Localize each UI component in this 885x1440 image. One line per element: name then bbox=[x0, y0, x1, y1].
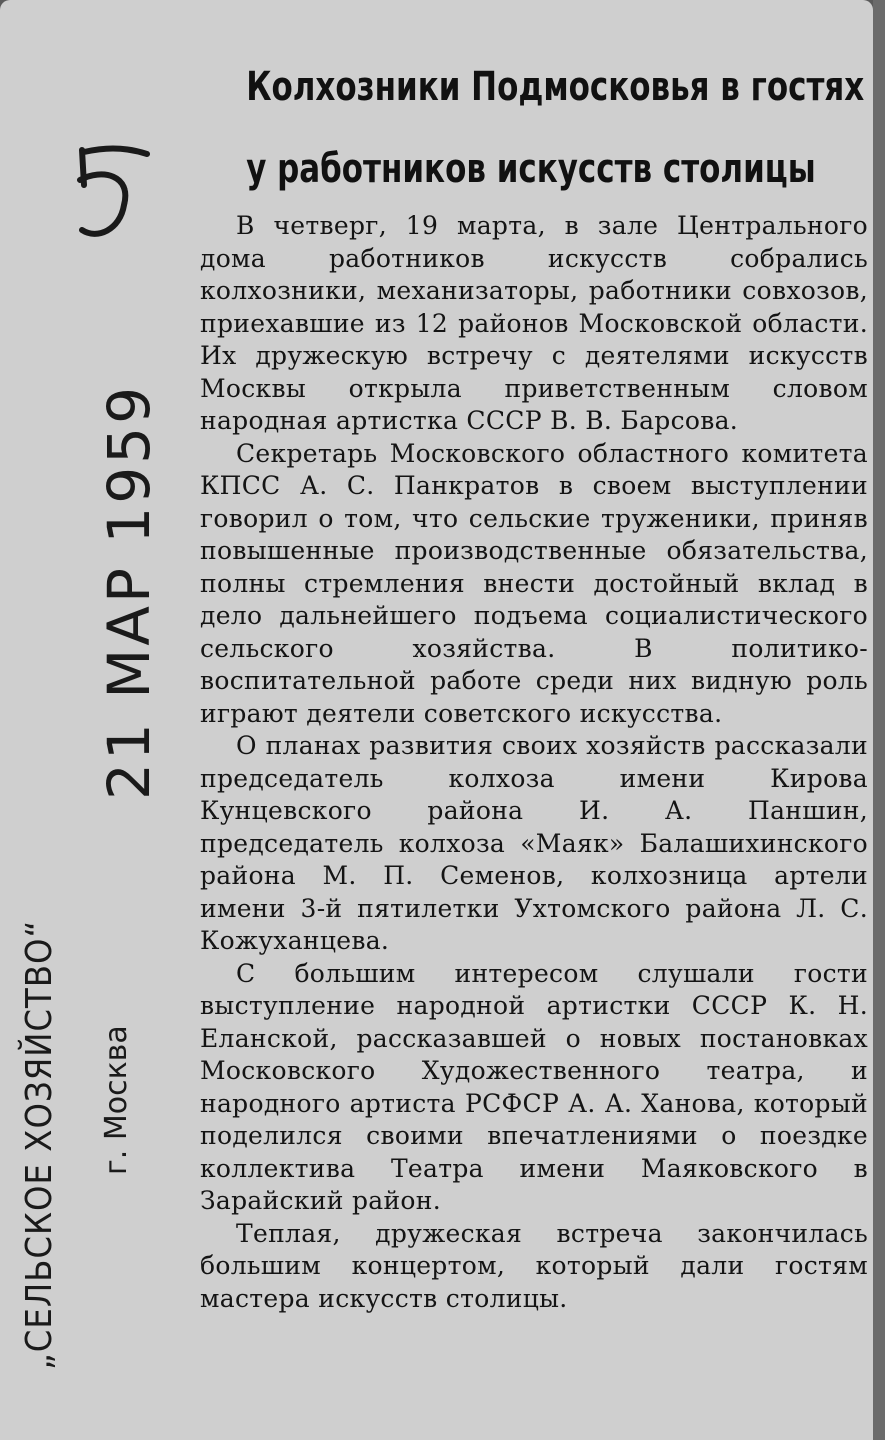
headline-line-1: Колхозники Подмосковья в гостях bbox=[246, 64, 865, 110]
stamp-newspaper-name: „СЕЛЬСКОЕ ХОЗЯЙСТВО“ bbox=[19, 919, 60, 1370]
article-paragraph: В четверг, 19 марта, в зале Центрального дома работников искусств собрались колхозники, механизаторы, работники совхозов, приехавшие из 12 районов Московской области. Их дружескую встречу с деятелями искусств Москвы открыла приветственным словом народная артистка СССР В. В. Барсова. bbox=[200, 211, 868, 435]
stamp-date: 21 МАР 1959 bbox=[95, 384, 163, 800]
article-paragraph: Секретарь Московского областного комитета КПСС А. С. Панкратов в своем выступлении говорил о том, что сельские труженики, приняв повышенные производственные обязательства, полны стремления внести достойный вклад в дело дальнейшего подъема социалистического сельского хозяйства. В политико-воспитательной работе среди них видную роль играют деятели советского искусства. bbox=[200, 438, 868, 728]
headline-line-2: у работников искусств столицы bbox=[246, 146, 816, 192]
article-paragraph: Теплая, дружеская встреча закончилась большим концертом, который дали гостям мастера искусств столицы. bbox=[200, 1218, 868, 1313]
article-paragraph: О планах развития своих хозяйств рассказали председатель колхоза имени Кирова Кунцевского района И. А. Паншин, председатель колхоза «Маяк» Балашихинского района М. П. Семенов, колхозница артели имени 3-й пятилетки Ухтомского района Л. С. Кожуханцева. bbox=[200, 731, 868, 955]
article-paragraph: С большим интересом слушали гости выступление народной артистки СССР К. Н. Еланской, рассказавшей о новых постановках Московского Художественного театра, и народного артиста РСФСР А. А. Ханова, который поделился своими впечатлениями о поездке коллектива Театра имени Маяковского в Зарайский район. bbox=[200, 958, 868, 1215]
article-body bbox=[200, 210, 868, 1315]
handwritten-number-five bbox=[62, 140, 152, 250]
article-headline bbox=[246, 46, 865, 210]
scan-edge bbox=[873, 0, 885, 1440]
stamp-city: г. Москва bbox=[99, 1025, 134, 1175]
